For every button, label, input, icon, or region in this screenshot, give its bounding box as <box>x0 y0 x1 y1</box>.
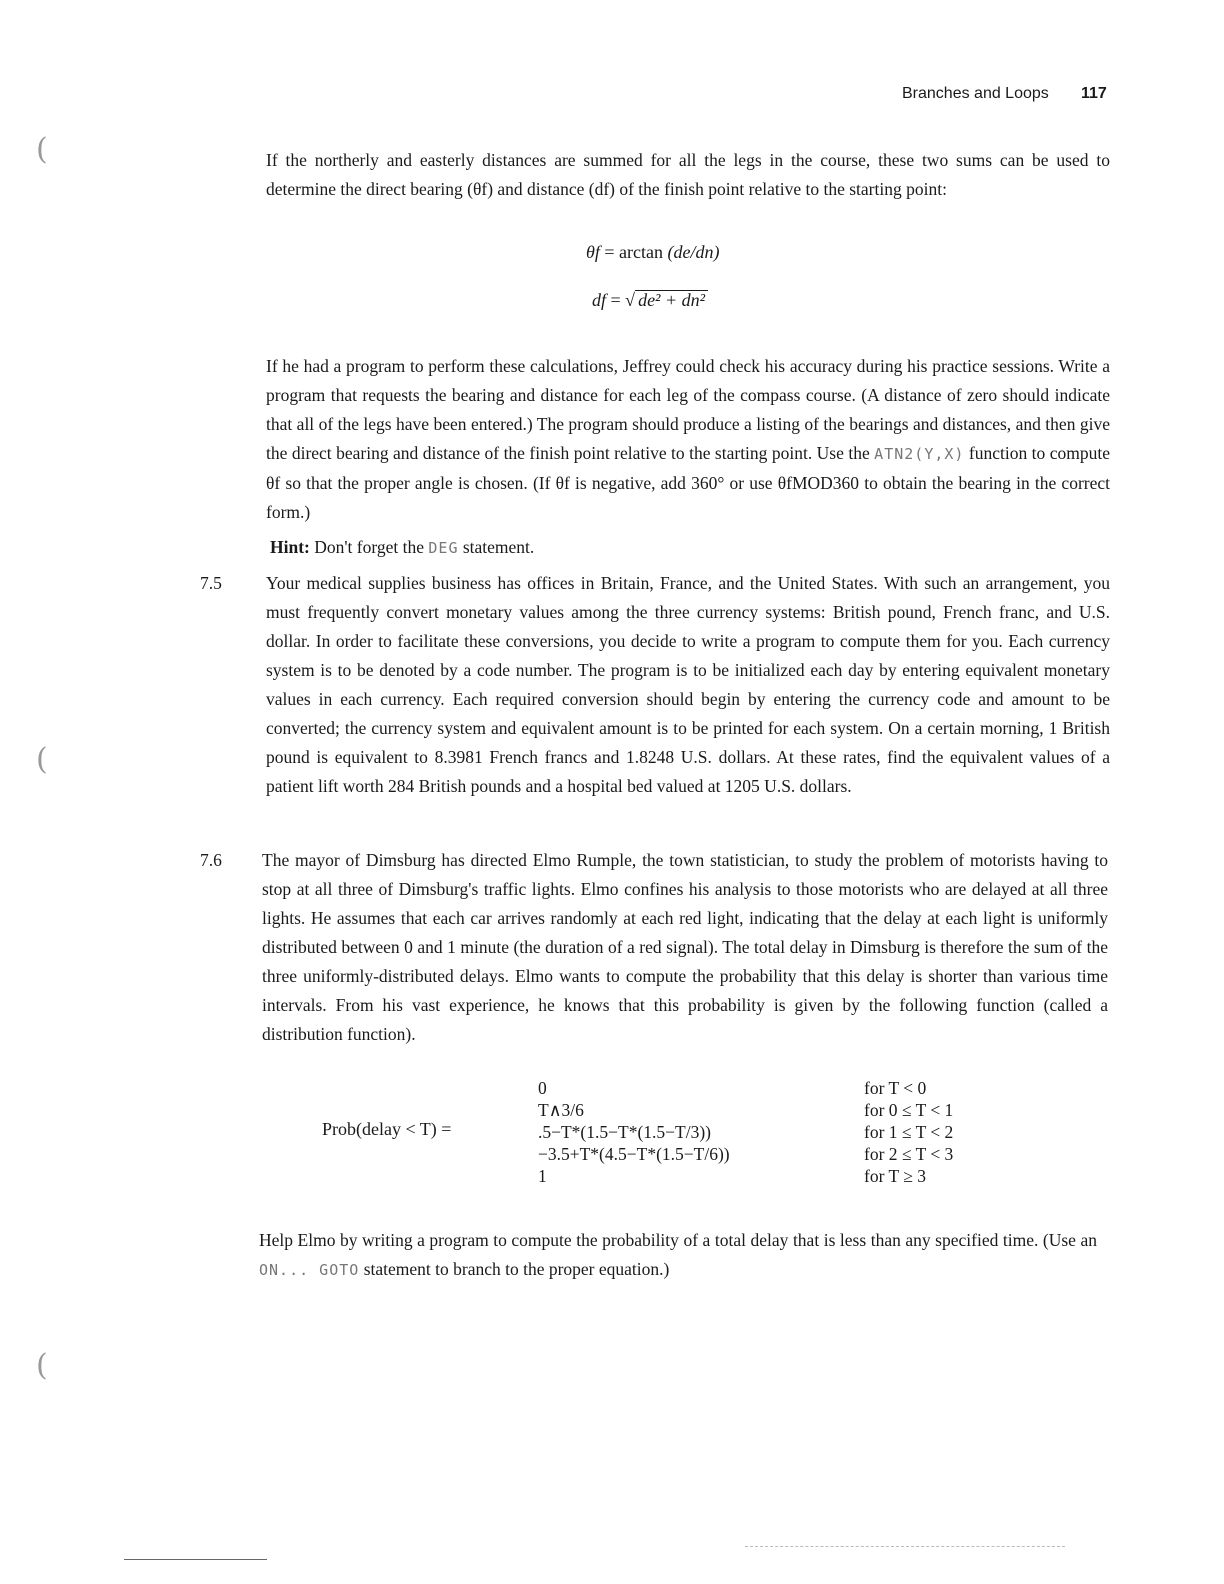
problem-7-5-paragraph: Your medical supplies business has offices in Britain, France, and the United States. With such an arrangement, you must frequently convert monetary values among the three currency systems: British pound, French franc, and U.S. dollar. In order to facilitate these conversions, you decide to write a program to compute them for you. Each currency system is to be denoted by a code number. The program is to be initialized each day by entering equivalent monetary values in each currency. Each required conversion should begin by entering the currency code and amount to be converted; the currency system and equivalent amount is to be printed for each system. On a certain morning, 1 British pound is equivalent to 8.3981 French francs and 1.8248 U.S. dollars. At these rates, find the equivalent values of a patient lift worth 284 British pounds and a hospital bed valued at 1205 U.S. dollars. <box>266 573 1110 796</box>
expression-row: .5−T*(1.5−T*(1.5−T/3)) <box>538 1122 711 1142</box>
closing-text2: statement to branch to the proper equation.) <box>363 1259 670 1279</box>
closing-paragraph <box>259 1226 1097 1285</box>
expression-row: −3.5+T*(4.5−T*(1.5−T/6)) <box>538 1144 730 1164</box>
piecewise-label: Prob(delay < T) = <box>322 1119 452 1139</box>
p74-text2: function to compute θf so that the proper angle is chosen. (If θf is negative, add 360° or use θfMOD360 to obtain the bearing in the correct form.) <box>266 443 1110 522</box>
hint-text2: statement. <box>462 537 535 557</box>
scan-artifact-dots <box>745 1546 1065 1547</box>
expression-row: 0 <box>538 1078 547 1098</box>
atn2-code: ATN2(Y,X) <box>874 445 965 463</box>
piecewise-expressions <box>538 1077 730 1187</box>
problem-number-7-6: 7.6 <box>200 850 222 870</box>
running-head: Branches and Loops <box>902 85 1049 102</box>
distance-equation <box>592 290 708 311</box>
problem-number-7-5: 7.5 <box>200 573 222 593</box>
closing-text: Help Elmo by writing a program to compute the probability of a total delay that is less than any specified time. (Use an <box>259 1230 1097 1250</box>
footer-rule <box>124 1559 267 1560</box>
hint-line <box>270 533 1114 563</box>
expression-row: 1 <box>538 1166 547 1186</box>
expression-row: T∧3/6 <box>538 1100 584 1120</box>
binding-hole-mark: ( <box>36 1348 48 1383</box>
piecewise-conditions <box>864 1077 953 1187</box>
binding-hole-mark: ( <box>36 742 48 777</box>
bearing-lhs: θf <box>586 242 600 262</box>
condition-row: for T < 0 <box>864 1078 927 1098</box>
distance-lhs: df <box>592 290 607 310</box>
distance-equals: = <box>610 290 621 310</box>
bearing-fn: arctan <box>619 242 663 262</box>
condition-row: for T ≥ 3 <box>864 1166 926 1186</box>
problem-7-6-paragraph: The mayor of Dimsburg has directed Elmo Rumple, the town statistician, to study the problem of motorists having to stop at all three of Dimsburg's traffic lights. Elmo confines his analysis to those motorists who are delayed at all three lights. He assumes that each car arrives randomly at each red light, indicating that the delay at each light is uniformly distributed between 0 and 1 minute (the duration of a red signal). The total delay in Dimsburg is therefore the sum of the three uniformly-distributed delays. Elmo wants to compute the probability that this delay is shorter than various time intervals. From his vast experience, he knows that this probability is given by the following function (called a distribution function). <box>262 850 1108 1044</box>
sqrt-symbol: √ <box>625 290 636 310</box>
p74-text: If he had a program to perform these calculations, Jeffrey could check his accuracy during his practice sessions. Write a program that requests the bearing and distance for each leg of the compass course. (A distance of zero should indicate that all of the legs have been entered.) The program should produce a listing of the bearings and distances, and then give the direct bearing and distance of the finish point relative to the starting point. Use the <box>266 356 1110 463</box>
bearing-equation <box>586 242 719 263</box>
hint-text: Don't forget the <box>314 537 425 557</box>
condition-row: for 0 ≤ T < 1 <box>864 1100 954 1120</box>
bearing-equals: = <box>604 242 615 262</box>
intro-paragraph: If the northerly and easterly distances are summed for all the legs in the course, these two sums can be used to determine the direct bearing (θf) and distance (df) of the finish point relative to the starting point: <box>266 150 1110 199</box>
deg-code: DEG <box>428 539 459 557</box>
condition-row: for 1 ≤ T < 2 <box>864 1122 954 1142</box>
hint-label: Hint: <box>270 537 310 557</box>
problem-7-4-paragraph <box>266 352 1110 527</box>
page-number: 117 <box>1081 85 1107 102</box>
distance-radicand: de² + dn² <box>635 290 708 309</box>
condition-row: for 2 ≤ T < 3 <box>864 1144 954 1164</box>
bearing-arg: (de/dn) <box>667 242 720 262</box>
binding-hole-mark: ( <box>36 132 48 167</box>
ongoto-code: ON... GOTO <box>259 1261 360 1279</box>
